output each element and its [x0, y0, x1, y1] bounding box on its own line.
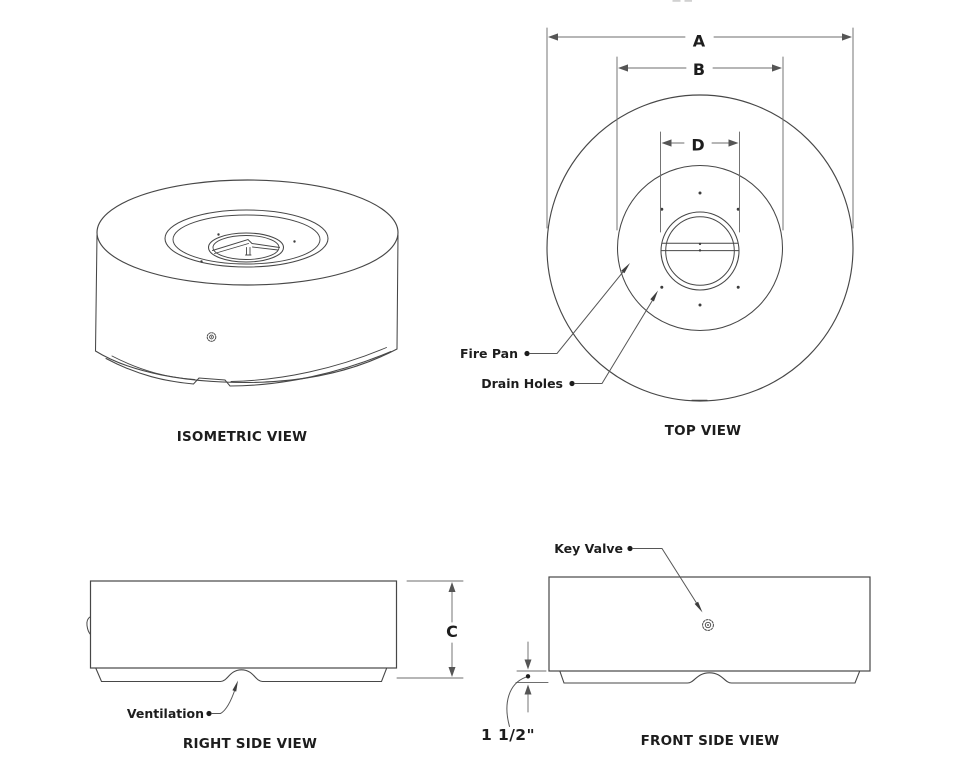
- leader-line: [212, 688, 236, 714]
- drain-hole-dot: [293, 240, 295, 242]
- ventilation-label: Ventilation: [126, 706, 204, 721]
- front-view-base: [560, 672, 860, 683]
- drain-hole-dot: [217, 233, 219, 235]
- dimension-A: [547, 28, 853, 228]
- artifact-mark: [685, 0, 693, 2]
- drain-hole-dot: [660, 286, 663, 289]
- leader-arrowhead: [695, 602, 703, 613]
- right-view-body: [91, 581, 397, 668]
- leader-dot: [627, 546, 632, 551]
- arrowhead-right: [729, 139, 739, 146]
- leader-dot: [524, 351, 529, 356]
- top-view: [460, 28, 853, 439]
- right-view-base: [96, 669, 387, 682]
- leader-arrowhead: [232, 681, 238, 692]
- leader-arrowhead: [650, 291, 658, 302]
- key-valve-center: [707, 624, 709, 626]
- drain-holes-label: Drain Holes: [481, 376, 563, 391]
- burner-center-mark: [699, 249, 701, 251]
- iso-fire-pan-rim: [165, 210, 328, 267]
- dimension-A-label: A: [692, 31, 706, 51]
- cropped-text-artifact: [673, 0, 693, 2]
- leader-line: [575, 301, 653, 384]
- iso-base-lip-inner-right: [231, 348, 387, 382]
- ventilation-callout: [127, 681, 238, 722]
- fire-pan-label: Fire Pan: [460, 346, 518, 361]
- right-side-view: [87, 581, 463, 752]
- front-side-view: [481, 541, 870, 749]
- leader-dot: [569, 381, 574, 386]
- burner-center-mark: [699, 243, 701, 245]
- arrowhead-left: [618, 64, 628, 71]
- drain-hole-dot: [200, 260, 202, 262]
- base-height-label: 1 1/2": [481, 726, 535, 744]
- artifact-mark: [673, 0, 681, 2]
- key-valve-label: Key Valve: [554, 541, 623, 556]
- iso-igniter-stub: [246, 248, 252, 256]
- front-view-body: [549, 577, 870, 671]
- leader-dot: [206, 711, 211, 716]
- arrowhead-up: [449, 582, 456, 592]
- iso-left-side: [96, 235, 98, 351]
- arrowhead-right: [772, 64, 782, 71]
- iso-burner-crossbar-lower: [253, 247, 279, 250]
- arrowhead-up: [525, 685, 532, 695]
- leader-dot: [526, 674, 530, 678]
- key-valve-center: [211, 336, 212, 337]
- dimension-C-label: C: [446, 622, 458, 641]
- leader-line: [633, 549, 697, 604]
- isometric-view: [96, 180, 399, 445]
- top-view-title: TOP VIEW: [664, 423, 742, 439]
- drain-holes-dots: [660, 192, 739, 307]
- front-key-valve: [703, 620, 714, 631]
- iso-key-valve: [207, 333, 216, 342]
- dimension-base-height: [481, 642, 548, 744]
- right-side-view-title: RIGHT SIDE VIEW: [182, 736, 318, 752]
- arrowhead-down: [449, 667, 456, 677]
- iso-right-side: [397, 235, 398, 349]
- arrowhead-left: [548, 33, 558, 40]
- drain-hole-dot: [699, 192, 702, 195]
- dimension-D-label: D: [691, 135, 705, 155]
- drain-hole-dot: [699, 304, 702, 307]
- drain-hole-dot: [737, 286, 740, 289]
- fire-pan-callout: [460, 263, 630, 361]
- arrowhead-left: [662, 139, 672, 146]
- front-side-view-title: FRONT SIDE VIEW: [640, 733, 780, 749]
- leader-arrowhead: [621, 263, 630, 273]
- arrowhead-right: [842, 33, 852, 40]
- drain-holes-callout: [481, 291, 658, 392]
- isometric-view-title: ISOMETRIC VIEW: [176, 429, 308, 445]
- leader-curve: [507, 677, 526, 726]
- leader-line: [530, 271, 624, 353]
- iso-burner-outer-ellipse: [209, 233, 284, 262]
- dimension-B-label: B: [692, 60, 706, 79]
- arrowhead-down: [525, 660, 532, 670]
- iso-drain-holes: [200, 233, 295, 262]
